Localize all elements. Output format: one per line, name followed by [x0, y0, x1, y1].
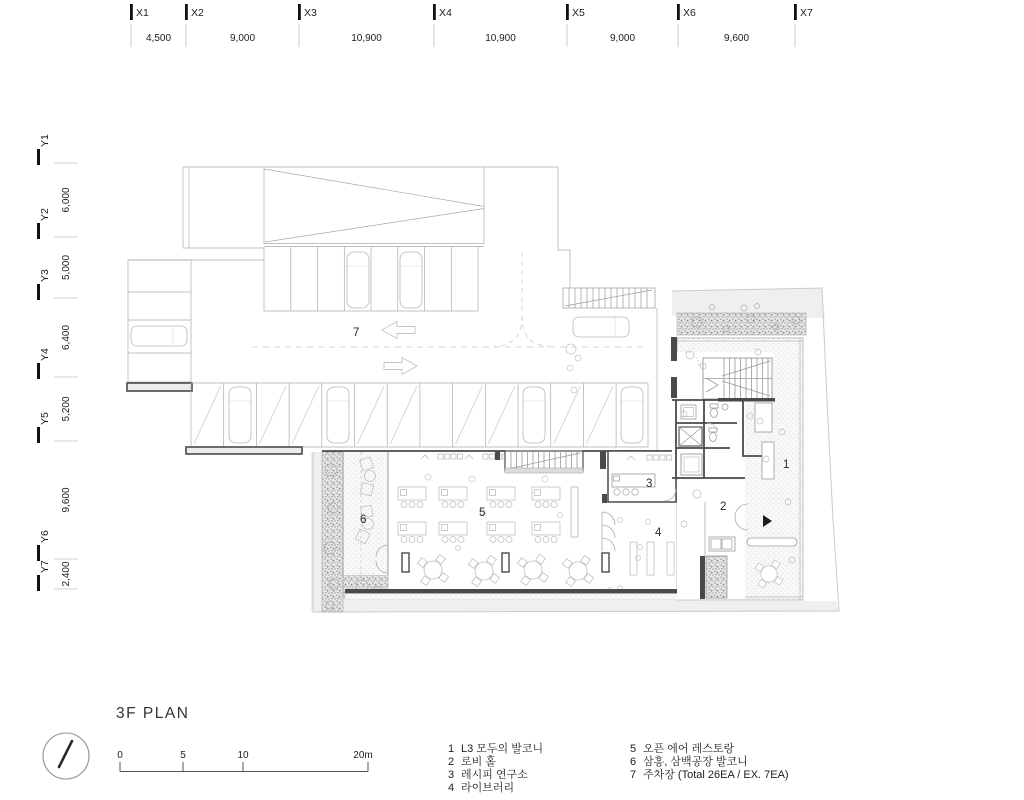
area-label-1: 1 [783, 459, 790, 471]
parking-stalls-lower [191, 383, 648, 447]
y-grid-label: Y6 [39, 530, 51, 543]
legend [448, 741, 789, 794]
x-grid-label: X4 [439, 7, 452, 19]
stair-core [703, 358, 772, 399]
column [502, 553, 509, 572]
legend-item [630, 741, 735, 755]
y-grid-label: Y1 [39, 134, 51, 147]
car [347, 252, 369, 308]
car [621, 387, 643, 443]
x-grid-label: X1 [136, 7, 149, 19]
shaft-room [681, 454, 702, 475]
x-grid-label: X2 [191, 7, 204, 19]
legend-item [448, 780, 514, 794]
y-grid-label: Y7 [39, 560, 51, 573]
column [402, 553, 409, 572]
legend-label: 오픈 에어 레스토랑 [643, 743, 735, 755]
x-dimension: 9,000 [609, 33, 636, 44]
drive-direction-arrow-left-icon [382, 322, 415, 339]
y-grid-label: Y3 [39, 269, 51, 282]
legend-number: 5 [629, 743, 637, 755]
scale-tick-label: 20m [353, 750, 373, 761]
area-label-7: 7 [353, 327, 360, 339]
grid-header-x [130, 4, 813, 47]
x-grid-label: X6 [683, 7, 696, 19]
legend-label: 레시피 연구소 [461, 769, 528, 781]
x-grid-label: X3 [304, 7, 317, 19]
y-dimension: 6,400 [61, 324, 72, 351]
area-label-3: 3 [646, 478, 653, 490]
barrier-wall [186, 447, 302, 454]
legend-label: 삼홍, 삼백공장 발코니 [643, 756, 748, 768]
plant-icon [566, 344, 581, 393]
wall-stub [495, 451, 500, 460]
car [573, 317, 629, 337]
legend-number: 7 [629, 769, 637, 781]
legend-label: 주차장 (Total 26EA / EX. 7EA) [643, 769, 789, 781]
area-label-6: 6 [360, 514, 367, 526]
y-dim-ticks [54, 163, 78, 589]
grid-header-y [37, 134, 78, 591]
legend-item [448, 741, 543, 755]
scale-tick-label: 5 [180, 750, 186, 761]
x-grid-label: X7 [800, 7, 813, 19]
y-dimension: 2,400 [61, 561, 72, 587]
legend-number: 3 [447, 769, 455, 781]
elevator-shaft [679, 427, 702, 446]
bench [747, 538, 797, 546]
south-wall [345, 589, 680, 594]
scale-tick-label: 0 [117, 750, 123, 761]
y-grid-label: Y4 [39, 348, 51, 361]
page-title: 3F PLAN [116, 705, 190, 722]
car [131, 326, 187, 346]
car [400, 252, 422, 308]
restaurant-area [398, 474, 623, 593]
legend-item [448, 754, 496, 768]
x-dimension: 9,600 [723, 33, 750, 44]
x-dimension: 9,000 [229, 33, 256, 44]
x-dimension: 10,900 [351, 33, 382, 44]
parking-bay-west [128, 260, 264, 382]
parking-stalls-upper [264, 247, 478, 311]
legend-item [630, 767, 789, 781]
legend-number: 4 [447, 782, 455, 794]
car [327, 387, 349, 443]
planter [706, 556, 727, 598]
car [229, 387, 251, 443]
lower-building [322, 337, 797, 600]
parking-ramp [264, 167, 484, 247]
parking-garage [127, 167, 657, 454]
y-dimension: 5,200 [61, 396, 72, 422]
footer [43, 705, 789, 794]
south-terrace-band [345, 594, 700, 601]
legend-number: 2 [447, 756, 455, 768]
column [602, 553, 609, 572]
x-dimension: 4,500 [145, 33, 172, 44]
scale-bar [117, 750, 373, 772]
drive-direction-arrow-right-icon [384, 358, 417, 375]
stair-south [505, 451, 583, 473]
bench [755, 403, 772, 432]
lobby-area [677, 480, 745, 599]
x-grid-label: X5 [572, 7, 585, 19]
area-label-4: 4 [655, 527, 662, 539]
legend-number: 6 [629, 756, 637, 768]
legend-label: 라이브러리 [461, 782, 515, 794]
north-arrow-icon [43, 733, 89, 779]
legend-label: L3 모두의 발코니 [461, 743, 544, 755]
y-grid-label: Y5 [39, 412, 51, 425]
legend-number: 1 [447, 743, 455, 755]
area-label-2: 2 [720, 501, 727, 513]
scale-tick-label: 10 [237, 750, 249, 761]
x-grid-ticks [130, 4, 797, 20]
area-label-5: 5 [479, 507, 486, 519]
x-dimension: 10,900 [485, 33, 516, 44]
legend-label: 로비 홀 [461, 756, 496, 768]
y-dimension: 9,600 [61, 487, 72, 513]
wall-stub [602, 494, 607, 503]
y-dimension: 6,000 [61, 187, 72, 213]
legend-item [630, 754, 748, 768]
recipe-lab [608, 451, 676, 502]
y-dimension: 5,000 [61, 254, 72, 281]
car [523, 387, 545, 443]
legend-item [448, 767, 528, 781]
barrier-wall [127, 383, 192, 391]
wall-stub [600, 451, 606, 469]
door-swing [602, 512, 615, 551]
y-grid-label: Y2 [39, 208, 51, 221]
stair-northeast [563, 288, 655, 308]
